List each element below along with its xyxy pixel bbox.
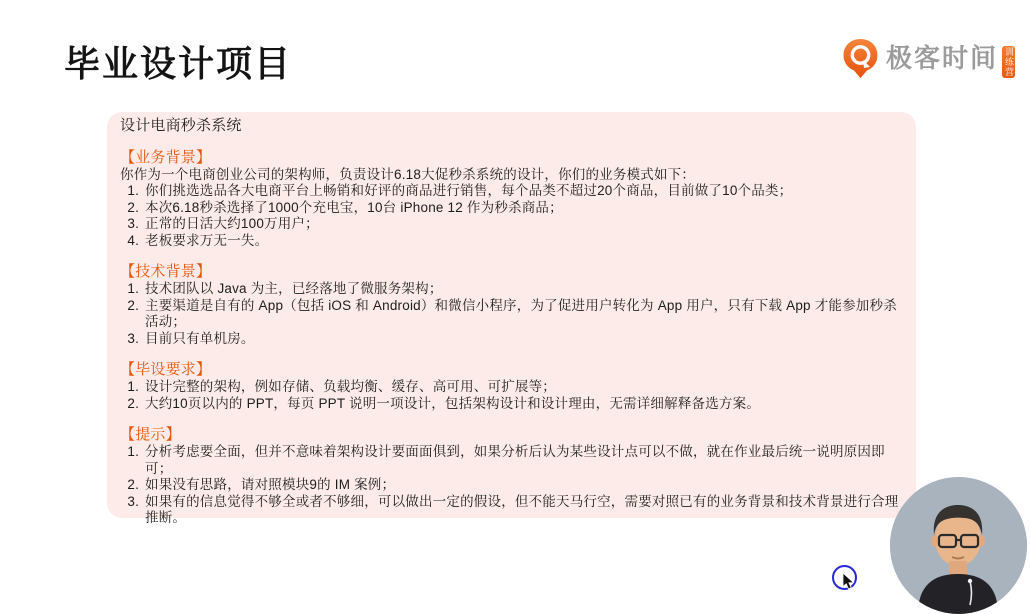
list-item: 1. 设计完整的架构，例如存储、负载均衡、缓存、高可用、可扩展等； [143,379,906,396]
section-hints [120,426,906,527]
section-project-requirements [120,361,906,412]
list-item: 4. 老板要求万无一失。 [143,233,906,250]
list-item: 1. 你们挑选选品各大电商平台上畅销和好评的商品进行销售，每个品类不超过20个商品，目前做了10个品类； [143,183,906,200]
webcam-overlay [890,477,1027,614]
section-header: 【技术背景】 [120,263,212,280]
section-list [120,281,906,347]
list-item: 3. 目前只有单机房。 [143,331,906,348]
brand-logo [842,38,1015,79]
section-technical-background [120,263,906,347]
list-item: 1. 分析考虑要全面，但并不意味着架构设计要面面俱到，如果分析后认为某些设计点可以不做，就在作业最后统一说明原因即可； [143,444,906,477]
section-header: 【毕设要求】 [120,361,212,378]
list-item: 3. 正常的日活大约100万用户； [143,216,906,233]
section-list [120,444,906,527]
section-list [120,379,906,412]
section-business-background [120,149,906,250]
mouse-cursor-icon [842,573,855,590]
page-title: 毕业设计项目 [64,43,293,84]
geektime-pin-icon [842,38,879,79]
list-item: 2. 如果没有思路，请对照模块9的 IM 案例； [143,477,906,494]
brand-name: 极客时间 [886,43,999,73]
assignment-card [107,112,916,525]
list-item: 3. 如果有的信息觉得不够全或者不够细，可以做出一定的假设，但不能天马行空，需要对照已有的业务背景和技术背景进行合理推断。 [143,494,906,527]
section-list [120,183,906,249]
brand-badge: 训练营 [1004,46,1015,77]
instructor-avatar [890,477,1027,614]
card-heading: 设计电商秒杀系统 [120,117,242,134]
section-header: 【业务背景】 [120,148,212,166]
list-item: 2. 本次6.18秒杀选择了1000个充电宝，10台 iPhone 12 作为秒杀商品； [143,200,906,217]
section-header: 【提示】 [120,426,181,443]
list-item: 2. 主要渠道是自有的 App（包括 iOS 和 Android）和微信小程序，为了促进用户转化为 App 用户，只有下载 App 才能参加秒杀活动； [143,298,906,331]
list-item: 1. 技术团队以 Java 为主，已经落地了微服务架构； [143,281,906,298]
list-item: 2. 大约10页以内的 PPT，每页 PPT 说明一项设计，包括架构设计和设计理由，无需详细解释备选方案。 [143,396,906,413]
section-intro: 你作为一个电商创业公司的架构师，负责设计6.18大促秒杀系统的设计，你们的业务模式如下： [120,166,696,182]
